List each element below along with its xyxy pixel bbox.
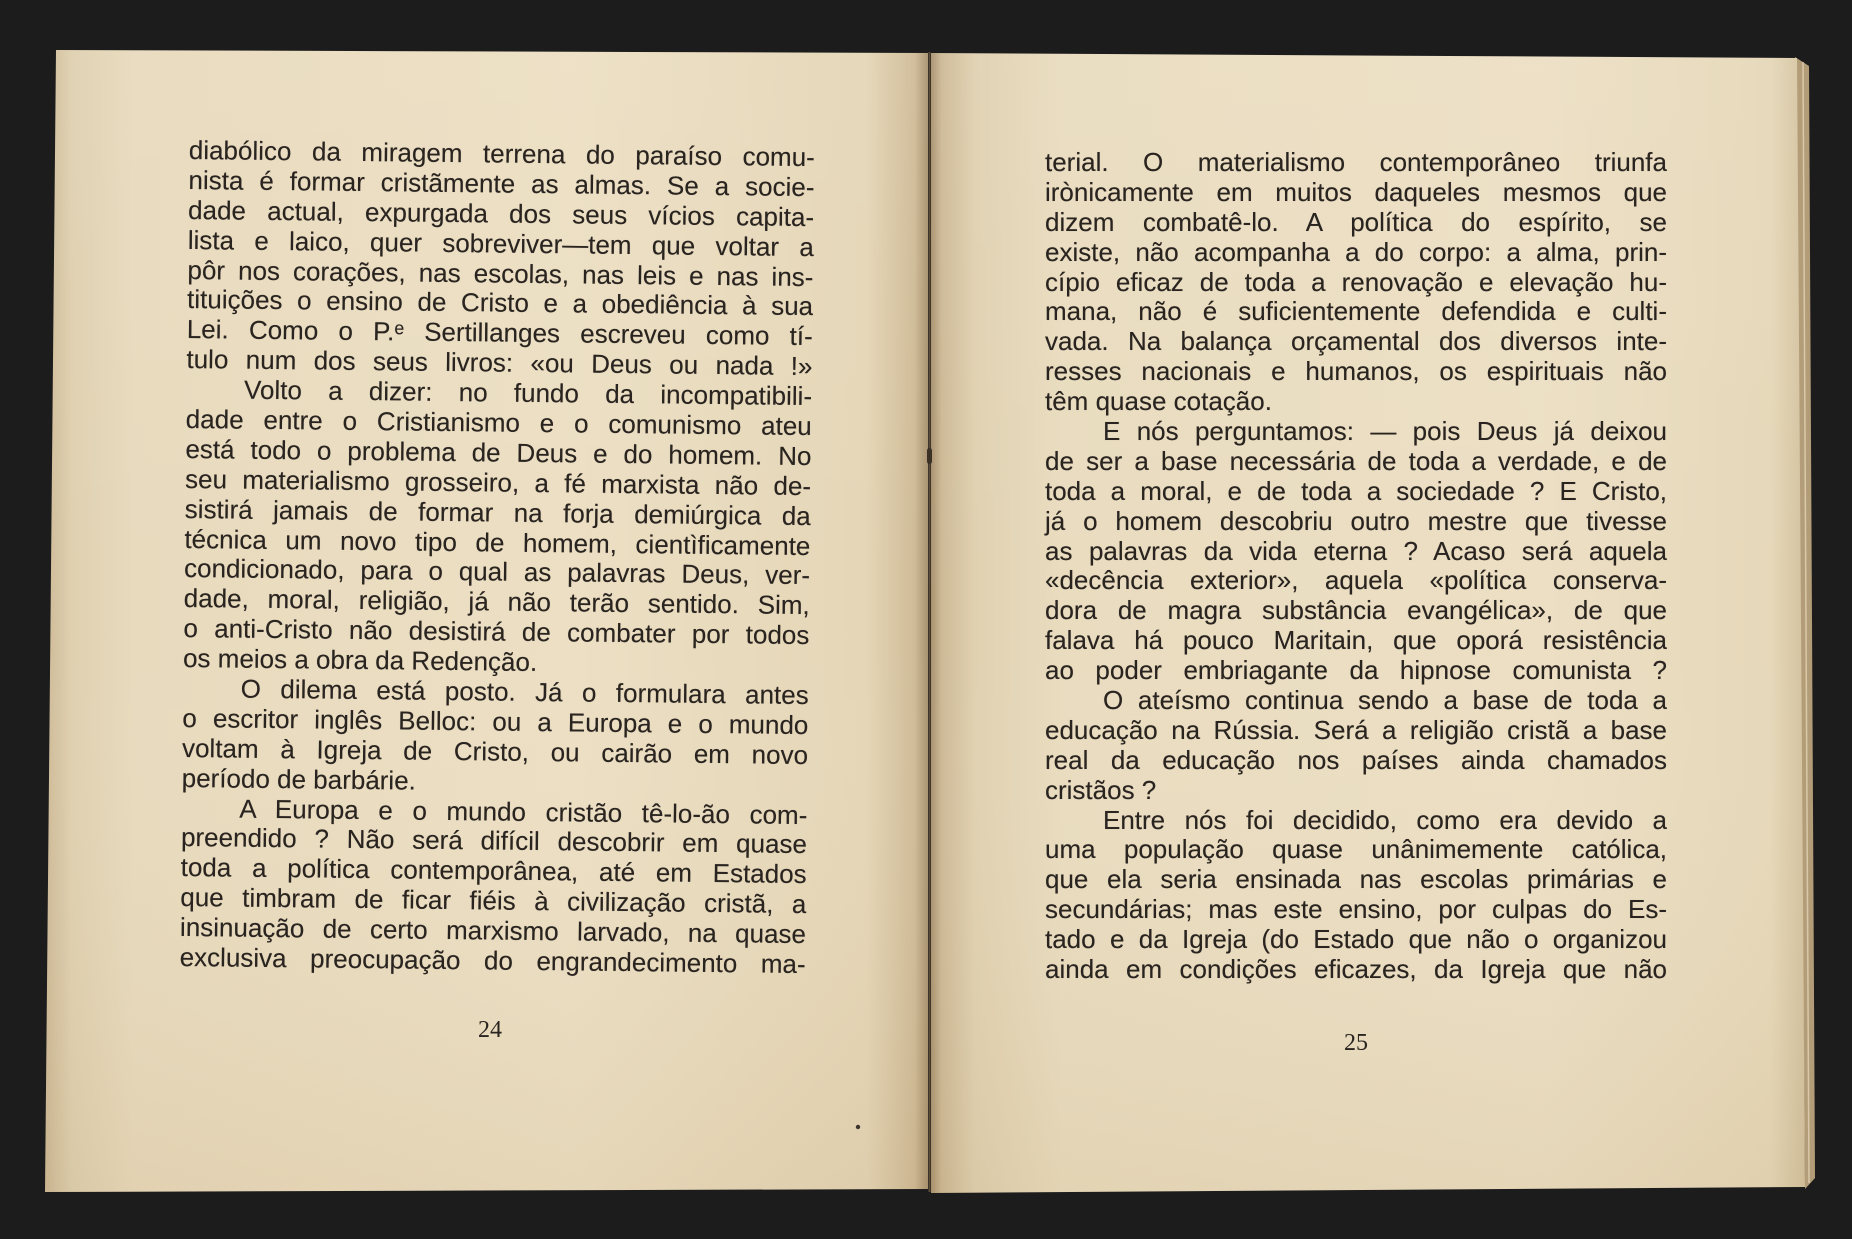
text-line: toda a política contemporânea, até em Estados — [180, 852, 807, 890]
text-line: dade, moral, religião, já não terão sentido. Sim, — [183, 583, 810, 621]
text-line: voltam à Igreja de Cristo, ou cairão em novo — [181, 732, 809, 770]
text-line: Entre nós foi decidido, como era devido a — [1103, 804, 1667, 835]
text-line: dizem combatê-lo. A política do espírito, se — [1045, 206, 1667, 237]
text-line: nista é formar cristãmente as almas. Se a socie- — [188, 164, 815, 202]
text-line: cristãos ? — [1045, 774, 1157, 805]
text-line: que ela seria ensinada nas escolas primárias e — [1045, 864, 1667, 895]
text-line: cípio eficaz de toda a renovação e elevação hu- — [1045, 266, 1667, 297]
paragraph — [180, 794, 808, 980]
text-line: preendido ? Não será difícil descobrir em quase — [180, 822, 808, 860]
text-line: A Europa e o mundo cristão tê-lo-ão com- — [239, 793, 808, 830]
text-line: diabólico da miragem terrena do paraíso comu- — [188, 135, 815, 173]
text-line: real da educação nos países ainda chamados — [1045, 744, 1667, 775]
text-line: «decência exterior», aquela «política conserva- — [1045, 565, 1667, 596]
text-line: dora de magra substância evangélica», de que — [1045, 595, 1667, 626]
text-line: irònicamente em muitos daqueles mesmos que — [1045, 176, 1667, 207]
text-line: toda a moral, e de toda a sociedade ? E Cristo, — [1045, 475, 1667, 506]
text-line: secundárias; mas este ensino, por culpas do Es- — [1045, 894, 1667, 925]
paragraph — [182, 674, 809, 801]
page-number-right: 25 — [1344, 1030, 1368, 1056]
text-line: o anti-Cristo não desistirá de combater por todos — [183, 613, 810, 651]
paragraph — [1045, 417, 1667, 686]
text-line: de ser a base necessária de toda a verdade, e de — [1045, 445, 1667, 476]
text-line: insinuação de certo marxismo larvado, na quase — [179, 912, 807, 950]
text-line: sistirá jamais de formar na forja demiúrgica da — [184, 493, 811, 531]
text-line: O dilema está posto. Já o formulara antes — [240, 673, 809, 711]
text-line: falava há pouco Maritain, que oporá resistência — [1045, 625, 1667, 656]
text-line: vada. Na balança orçamental dos diversos inte- — [1045, 326, 1667, 357]
right-page-text — [1045, 148, 1667, 985]
text-line: tado e da Igreja (do Estado que não o organizou — [1045, 924, 1667, 955]
text-line: pôr nos corações, nas escolas, nas leis e nas ins- — [187, 254, 814, 292]
text-line: resses nacionais e humanos, os espirituais não — [1045, 356, 1667, 387]
text-line: dade actual, expurgada dos seus vícios capita- — [187, 194, 815, 232]
text-line: Volto a dizer: no fundo da incompatibili- — [243, 374, 813, 412]
paragraph — [1045, 686, 1667, 806]
text-line: que timbram de ficar fiéis à civilização cristã, a — [180, 882, 807, 920]
paragraph — [183, 375, 812, 681]
text-line: lista e laico, quer sobreviver—tem que voltar a — [187, 224, 814, 262]
text-line: ainda em condições eficazes, da Igreja que não — [1045, 954, 1667, 985]
text-line: dade entre o Cristianismo e o comunismo ateu — [185, 403, 812, 442]
binding-stitch — [927, 448, 932, 464]
text-line: existe, não acompanha a do corpo: a alma, prin- — [1045, 236, 1667, 267]
text-line: exclusiva preocupação do engrandecimento ma- — [179, 941, 806, 980]
text-line: uma população quase unânimemente católica, — [1045, 834, 1667, 865]
text-line: terial. O materialismo contemporâneo triunfa — [1045, 147, 1667, 177]
text-line: mana, não é suficientemente defendida e culti- — [1045, 296, 1667, 327]
text-line: técnica um novo tipo de homem, cientìficamente — [184, 523, 811, 561]
text-line: os meios a obra da Redenção. — [182, 643, 538, 678]
text-line: educação na Rússia. Será a religião cristã a base — [1045, 714, 1667, 745]
left-page-text — [180, 136, 815, 980]
text-line: período de barbárie. — [181, 762, 417, 796]
paper-speck — [856, 1125, 860, 1129]
text-line: têm quase cotação. — [1045, 386, 1272, 417]
text-line: tituições o ensino de Cristo e a obediência à sua — [186, 284, 814, 322]
text-line: condicionado, para o qual as palavras Deus, ver- — [183, 553, 811, 591]
paragraph — [1045, 806, 1667, 985]
text-line: está todo o problema de Deus e do homem. No — [185, 433, 812, 471]
text-line: as palavras da vida eterna ? Acaso será aquela — [1045, 535, 1667, 566]
text-line: o escritor inglês Belloc: ou a Europa e o mundo — [182, 702, 809, 740]
text-line: ao poder embriagante da hipnose comunista ? — [1045, 655, 1667, 686]
text-line: seu materialismo grosseiro, a fé marxista não de- — [184, 463, 812, 501]
text-line: Lei. Como o P.ᵉ Sertillanges escreveu como tí- — [186, 314, 813, 352]
text-line: tulo num dos seus livros: «ou Deus ou nada !» — [186, 344, 813, 382]
paragraph — [1045, 148, 1667, 417]
paragraph — [186, 136, 815, 382]
text-line: E nós perguntamos: — pois Deus já deixou — [1103, 416, 1667, 447]
page-number-left: 24 — [478, 1017, 502, 1043]
text-line: já o homem descobriu outro mestre que tivesse — [1045, 505, 1667, 536]
text-line: O ateísmo continua sendo a base de toda a — [1103, 685, 1667, 716]
